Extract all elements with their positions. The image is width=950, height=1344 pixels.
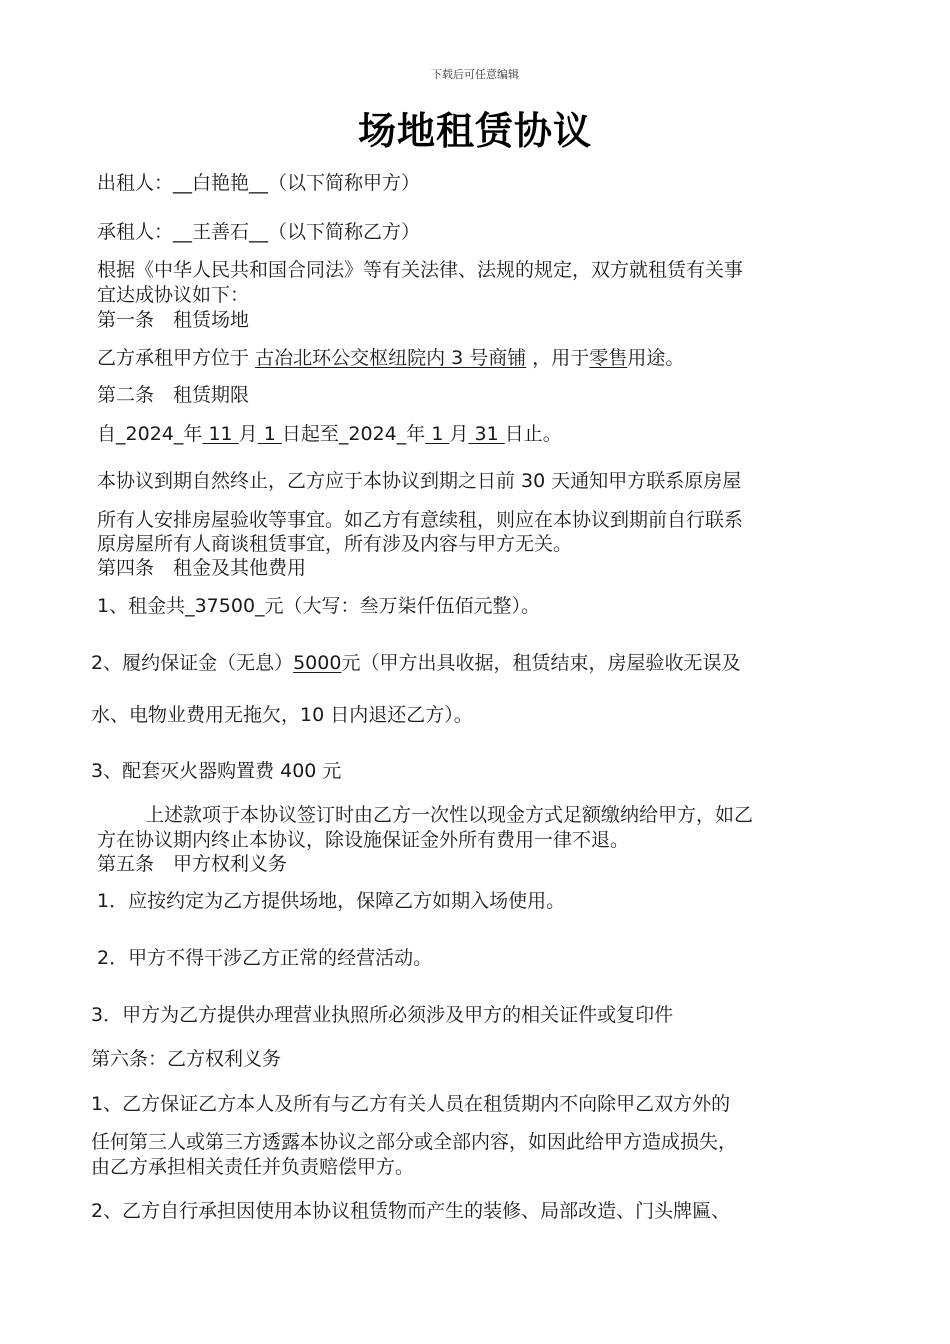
article-6-item-1-line-2: 任何第三人或第三方透露本协议之部分或全部内容，如因此给甲方造成损失， — [91, 1131, 738, 1153]
rent-line: 1、租金共_37500_元（大写：叁万柒仟伍佰元整）。 — [97, 595, 541, 617]
payment-line-1: 上述款项于本协议签订时由乙方一次性以现金方式足额缴纳给甲方，如乙 — [145, 804, 754, 826]
lessee-name: 王善石 — [192, 221, 250, 243]
article-6-heading: 第六条：乙方权利义务 — [91, 1048, 282, 1070]
lease-period: 自_2024_年 11 月 1 日起至_2024_年 1 月 31 日止。 — [97, 423, 562, 445]
article-1-heading: 第一条 租赁场地 — [97, 309, 250, 331]
article-6-item-2: 2、乙方自行承担因使用本协议租赁物而产生的装修、局部改造、门头牌匾、 — [91, 1200, 731, 1222]
article-5-heading: 第五条 甲方权利义务 — [97, 853, 288, 875]
document-title: 场地租赁协议 — [357, 108, 592, 153]
article-6-item-1-line-1: 1、乙方保证乙方本人及所有与乙方有关人员在租赁期内不向除甲乙双方外的 — [91, 1093, 731, 1115]
lease-location: 古冶北环公交枢纽院内 3 号商铺 — [255, 347, 527, 369]
article-4-heading: 第四条 租金及其他费用 — [97, 557, 307, 579]
article-2-line-3: 原房屋所有人商谈租赁事宜，所有涉及内容与甲方无关。 — [97, 533, 573, 555]
article-2-line-1: 本协议到期自然终止，乙方应于本协议到期之日前 30 天通知甲方联系原房屋 — [97, 470, 742, 492]
end-month: 1 — [431, 423, 444, 445]
start-day: 1 — [263, 423, 276, 445]
article-6-item-1-line-3: 由乙方承担相关责任并负责赔偿甲方。 — [91, 1156, 415, 1178]
deposit-amount: 5000 — [293, 652, 342, 674]
deposit-line-1: 2、履约保证金（无息）5000元（甲方出具收据，租赁结束，房屋验收无误及 — [91, 652, 741, 674]
start-year: 2024 — [125, 423, 174, 445]
fire-extinguisher-fee: 3、配套灭火器购置费 400 元 — [91, 760, 342, 782]
article-1-body: 乙方承租甲方位于 古冶北环公交枢纽院内 3 号商铺 ，用于零售用途。 — [97, 347, 685, 369]
article-5-item-3: 3．甲方为乙方提供办理营业执照所必须涉及甲方的相关证件或复印件 — [91, 1004, 674, 1026]
article-5-item-1: 1．应按约定为乙方提供场地，保障乙方如期入场使用。 — [97, 890, 566, 912]
article-2-line-2: 所有人安排房屋验收等事宜。如乙方有意续租，则应在本协议到期前自行联系 — [97, 509, 744, 531]
start-month: 11 — [208, 423, 233, 445]
article-5-item-2: 2．甲方不得干涉乙方正常的经营活动。 — [97, 947, 433, 969]
payment-line-2: 方在协议期内终止本协议，除设施保证金外所有费用一律不退。 — [97, 829, 630, 851]
rent-amount: 37500 — [194, 595, 256, 617]
lessor-line: 出租人：__白艳艳__（以下简称甲方） — [97, 172, 421, 194]
deposit-line-2: 水、电物业费用无拖欠，10 日内退还乙方）。 — [91, 704, 473, 726]
page-header: 下载后可任意编辑 — [431, 68, 519, 81]
lessor-name: 白艳艳 — [192, 172, 250, 194]
intro-line-2: 宜达成协议如下： — [97, 284, 250, 306]
article-2-heading: 第二条 租赁期限 — [97, 384, 250, 406]
intro-line-1: 根据《中华人民共和国合同法》等有关法律、法规的规定，双方就租赁有关事 — [97, 259, 744, 281]
lessee-line: 承租人：__王善石__（以下简称乙方） — [97, 221, 421, 243]
end-day: 31 — [474, 423, 499, 445]
lease-use: 零售 — [589, 347, 628, 369]
end-year: 2024 — [348, 423, 397, 445]
